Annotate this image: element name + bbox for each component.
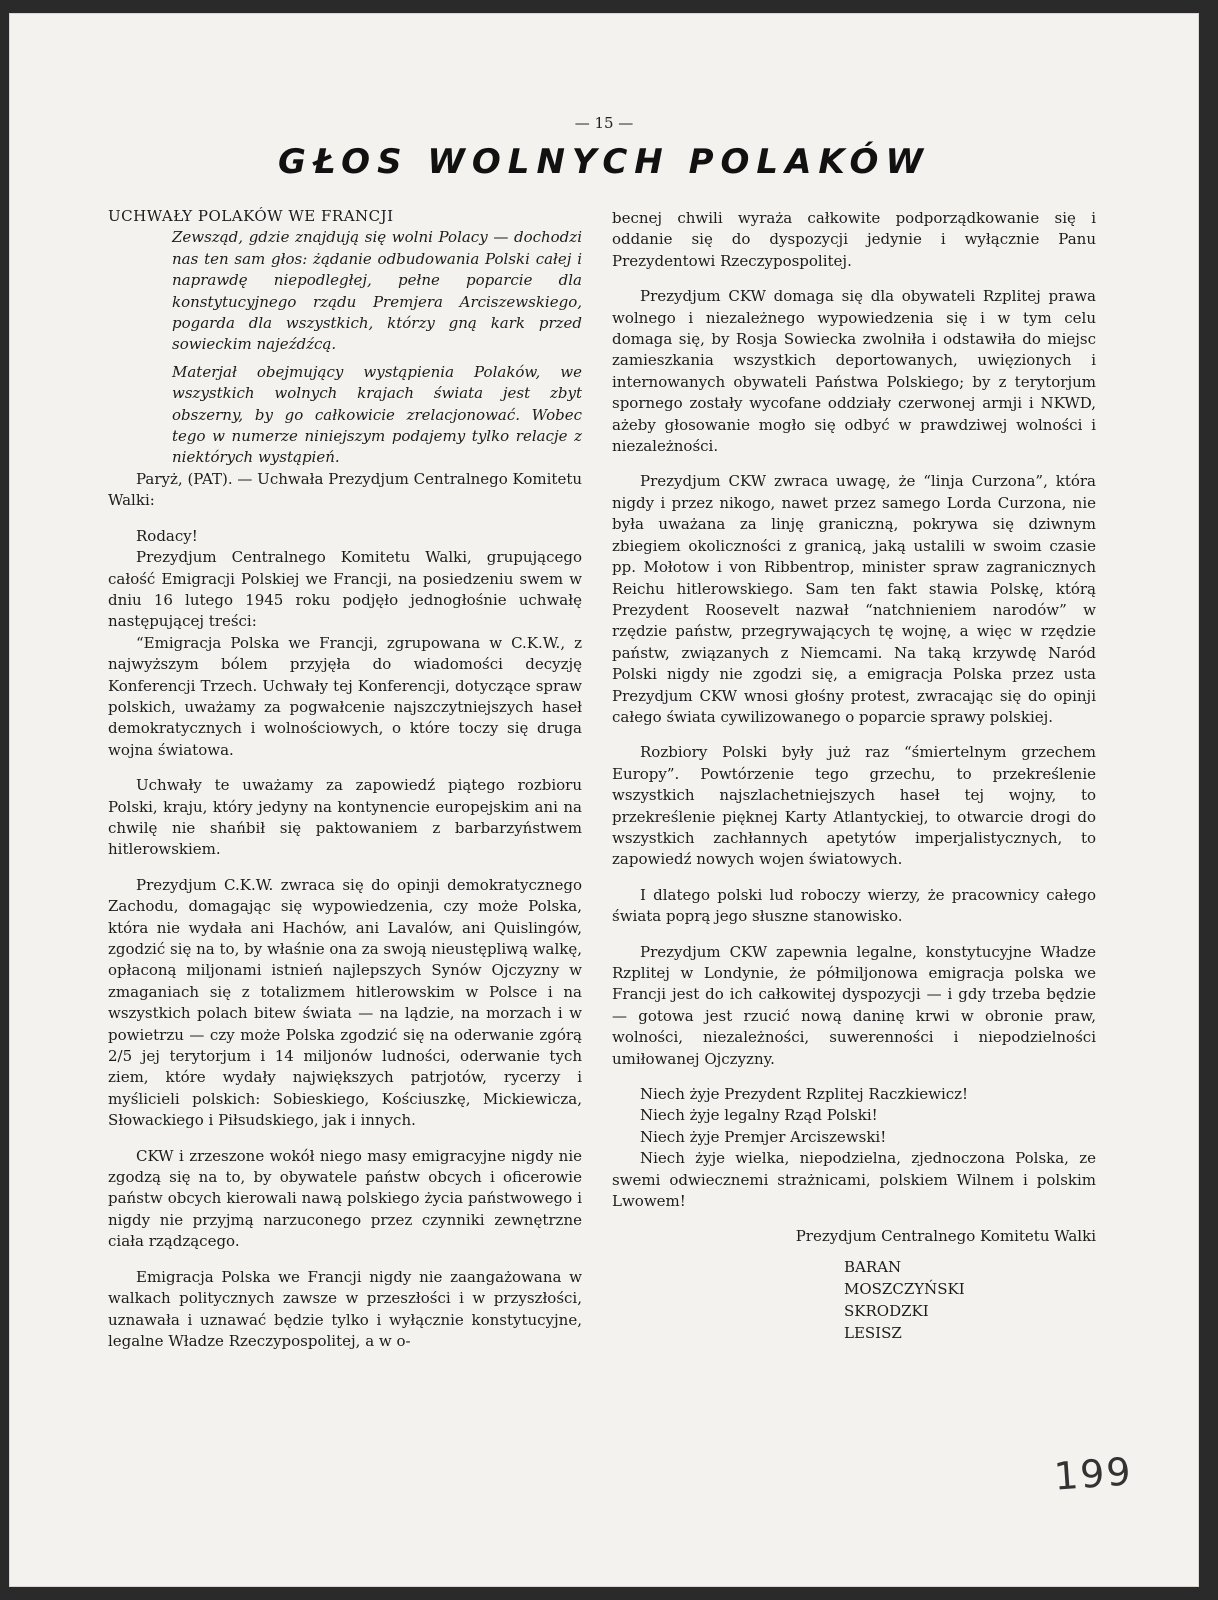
signatory: BARAN — [844, 1257, 902, 1276]
dateline: Paryż, (PAT). — Uchwała Prezydjum Centralnego Komitetu Walki: — [108, 469, 583, 510]
signatory: LESISZ — [844, 1323, 902, 1342]
body-paragraph: Prezydjum CKW domaga się dla obywateli Rzplitej prawa wolnego i niezależnego wypowiedzenia się i w tym celu domaga się, by Rosja Sowiecka zwolniła i odstawiła do miejsc zamieszkania wszystkich deportowanych, uwięzionych i internowanych obywateli Państwa Polskiego; by z terytorjum spornego zostały wycofane oddziały czerwonej armji i NKWD, ażeby głosowanie mogło się odbyć w prawdziwej wolności i niezależności. — [612, 287, 1096, 456]
document-page — [10, 14, 1198, 1586]
body-paragraph: Rozbiory Polski były już raz “śmiertelnym grzechem Europy”. Powtórzenie tego grzechu, to przekreślenie wszystkich najszlachetniejszych haseł tej wojny, to przekreślenie pięknej Karty Atlantyckiej, to otwarcie drogi do wszystkich zachłannych apetytów imperjalistycznych, to zapowiedź nowych wojen światowych. — [612, 743, 1096, 869]
body-paragraph: Emigracja Polska we Francji nigdy nie zaangażowana w walkach politycznych zawsze w przeszłości i w przyszłości, uznawała i uznawać będzie tylko i wyłącznie konstytucyjne, legalne Władze Rzeczypospolitej, a w o- — [108, 1267, 582, 1350]
cheer-line: Niech żyje wielka, niepodzielna, zjednoczona Polska, ze swemi odwiecznemi strażnicami, polskiem Wilnem i polskim Lwowem! — [612, 1149, 1096, 1211]
masthead-title: GŁOS WOLNYCH POLAKÓW — [278, 142, 930, 182]
body-paragraph: I dlatego polski lud roboczy wierzy, że pracownicy całego świata poprą jego słuszne stanowisko. — [612, 885, 1096, 926]
section-heading: UCHWAŁY POLAKÓW WE FRANCJI — [108, 207, 394, 225]
intro-paragraph: Zewsząd, gdzie znajdują się wolni Polacy — dochodzi nas ten sam głos: żądanie odbudowania Polski całej i naprawdę niepodległej, pełne poparcie dla konstytucyjnego rządu Premjera Arciszewskiego, pogarda dla wszystkich, którzy gną kark przed sowieckim najeźdźcą. — [172, 228, 582, 354]
body-paragraph: “Emigracja Polska we Francji, zgrupowana w C.K.W., z najwyższym bólem przyjęła do wiadomości decyzję Konferencji Trzech. Uchwały tej Konferencji, dotyczące spraw polskich, uważamy za pogwałcenie najszczytniejszych haseł demokratycznych i wolnościowych, o które toczy się druga wojna światowa. — [108, 633, 582, 759]
cheer-line: Niech żyje legalny Rząd Polski! — [640, 1106, 878, 1125]
left-column — [108, 206, 582, 1352]
handwritten-archive-number: 199 — [1052, 1449, 1134, 1499]
signatories-list — [844, 1256, 1096, 1344]
right-column — [612, 208, 1096, 1344]
body-paragraph: Uchwały te uważamy za zapowiedź piątego rozbioru Polski, kraju, który jedyny na kontynencie europejskim ani na chwilę nie shańbił się paktowaniem z barbarzyństwem hitlerowskiem. — [108, 776, 582, 859]
salutation: Rodacy! — [136, 526, 198, 545]
body-paragraph: Prezydjum CKW zwraca uwagę, że “linja Curzona”, która nigdy i przez nikogo, nawet przez samego Lorda Curzona, nie była uważana za linję graniczną, pokrywa się dziwnym zbiegiem okoliczności z granicą, jaką ustalili w swoim czasie pp. Mołotow i von Ribbentrop, minister spraw zagranicznych Reichu hitlerowskiego. Sam ten fakt stawia Polskę, którą Prezydent Roosevelt nazwał “natchnieniem narodów” w rzędzie państw, przegrywających tę wojnę, a więc w rzędzie państw, związanych z Niemcami. Na taką krzywdę Naród Polski nigdy nie zgodzi się, a emigracja Polska przez usta Prezydjum CKW wnosi głośny protest, zwracając się do opinji całego świata cywilizowanego o poparcie sprawy polskiej. — [612, 472, 1096, 726]
body-paragraph: Prezydjum C.K.W. zwraca się do opinji demokratycznego Zachodu, domagając się wypowiedzenia, czy może Polska, która nie wydała ani Hachów, ani Lavalów, ani Quislingów, zgodzić się na to, by właśnie ona za swoją nieustępliwą walkę, opłaconą miljonami istnień najlepszych Synów Ojczyzny w zmaganiach się z totalizmem hitlerowskim w Polsce i na wszystkich polach bitew świata — na lądzie, na morzach i w powietrzu — czy może Polska zgodzić się na oderwanie zgórą 2/5 jej terytorjum i 14 miljonów ludności, oderwanie tych ziem, które wydały największych patrjotów, rycerzy i myślicieli polskich: Sobieskiego, Kościuszkę, Mickiewicza, Słowackiego i Piłsudskiego, jak i innych. — [108, 875, 583, 1130]
cheer-line: Niech żyje Premjer Arciszewski! — [640, 1127, 887, 1146]
cheer-line: Niech żyje Prezydent Rzplitej Raczkiewicz! — [640, 1085, 969, 1104]
signatory: MOSZCZYŃSKI — [844, 1279, 965, 1298]
body-paragraph: Prezydjum Centralnego Komitetu Walki, grupującego całość Emigracji Polskiej we Francji, na posiedzeniu swem w dniu 16 lutego 1945 roku podjęło jednogłośnie uchwałę następującej treści: — [108, 548, 582, 631]
signatory: SKRODZKI — [844, 1301, 929, 1320]
body-paragraph: CKW i zrzeszone wokół niego masy emigracyjne nigdy nie zgodzą się na to, by obywatele państw obcych i oficerowie państw obcych kierowali nawą polskiego życia państwowego i nigdy nie przyjmą narzuconego przez czynniki zewnętrzne ciała rządzącego. — [108, 1146, 582, 1251]
page-number: — 15 — — [574, 114, 634, 132]
body-paragraph: becnej chwili wyraża całkowite podporządkowanie się i oddanie się do dyspozycji jedynie i wyłącznie Panu Prezydentowi Rzeczypospolitej. — [612, 209, 1096, 270]
signoff: Prezydjum Centralnego Komitetu Walki — [795, 1227, 1096, 1246]
intro-paragraph: Materjał obejmujący wystąpienia Polaków, we wszystkich wolnych krajach świata jest zbyt obszerny, by go całkowicie zrelacjonować. Wobec tego w numerze niniejszym podajemy tylko relacje z niektórych wystąpień. — [172, 362, 582, 467]
editorial-intro — [172, 227, 582, 468]
body-paragraph: Prezydjum CKW zapewnia legalne, konstytucyjne Władze Rzplitej w Londynie, że półmiljonowa emigracja polska we Francji jest do ich całkowitej dyspozycji — i gdy trzeba będzie — gotowa jest rzucić nową daninę krwi w obronie praw, wolności, niezależności, suwerenności i niepodzielności umiłowanej Ojczyzny. — [612, 942, 1096, 1068]
